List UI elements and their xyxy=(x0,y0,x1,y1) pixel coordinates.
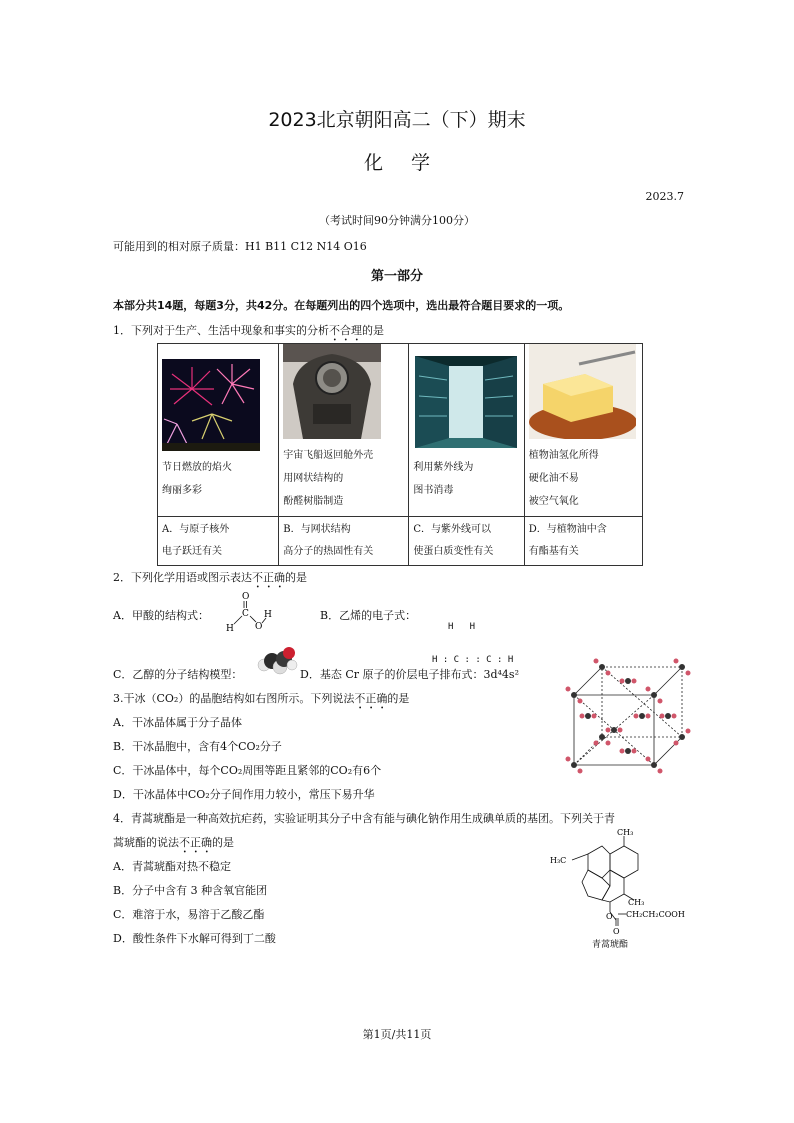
svg-text:CH₃: CH₃ xyxy=(628,898,645,907)
option-c-answer: C．与紫外线可以 使蛋白质变性有关 xyxy=(409,517,524,566)
question-4-stem-line-1: 4．青蒿琥酯是一种高效抗疟药，实验证明其分子中含有能与碘化钠作用生成碘单质的基团。下列关于青 xyxy=(113,812,615,825)
svg-text:CH₂CH₂COOH: CH₂CH₂COOH xyxy=(626,910,685,919)
svg-text:青蒿琥酯: 青蒿琥酯 xyxy=(592,940,629,950)
question-3-option-a: A．干冰晶体属于分子晶体 xyxy=(113,716,242,729)
exam-date: 2023.7 xyxy=(645,190,684,203)
svg-text:O: O xyxy=(255,622,263,632)
question-3-option-c: C．干冰晶体中，每个CO₂周围等距且紧邻的CO₂有6个 xyxy=(113,764,382,777)
butter-image xyxy=(529,344,636,439)
option-c-cell: 利用紫外线为 图书消毒 xyxy=(409,344,523,516)
question-4-option-b: B．分子中含有 3 种含氧官能团 xyxy=(113,884,268,897)
page-number: 第1页/共11页 xyxy=(362,1028,432,1041)
svg-text:O: O xyxy=(606,912,613,921)
svg-text:O: O xyxy=(242,592,250,602)
ethanol-model xyxy=(256,645,298,675)
option-d-answer: D．与植物油中含 有酯基有关 xyxy=(524,517,642,566)
svg-text:CH₃: CH₃ xyxy=(617,828,634,837)
capsule-image xyxy=(283,344,381,439)
question-3-stem: 3.干冰（CO₂）的晶胞结构如右图所示。下列说法不正确的是 xyxy=(113,692,410,705)
svg-text:C: C xyxy=(242,609,249,619)
question-3-option-b: B．干冰晶胞中，含有4个CO₂分子 xyxy=(113,740,282,753)
ethylene-electron-formula: H H H : C : : C : H xyxy=(432,622,514,665)
question-4-option-c: C．难溶于水，易溶于乙酸乙酯 xyxy=(113,908,265,921)
part-description: 本部分共14题，每题3分，共42分。在每题列出的四个选项中，选出最符合题目要求的一项。 xyxy=(113,299,570,312)
question-2-option-c: C．乙醇的分子结构模型： xyxy=(113,668,243,681)
question-4-option-a: A．青蒿琥酯对热不稳定 xyxy=(113,860,231,873)
dry-ice-unit-cell xyxy=(562,655,692,775)
question-2-option-a: A．甲酸的结构式： xyxy=(113,609,209,622)
library-image xyxy=(415,356,517,448)
subject-title: 化学 xyxy=(363,152,458,174)
document-title: 2023北京朝阳高二（下）期末 xyxy=(268,109,526,131)
question-3-option-d: D．干冰晶体中CO₂分子间作用力较小，常压下易升华 xyxy=(113,788,375,801)
svg-text:O: O xyxy=(613,927,620,936)
option-b-cell: 宇宙飞船返回舱外壳 用网状结构的 酚醛树脂制造 xyxy=(279,344,408,516)
svg-text:H: H xyxy=(264,610,272,620)
option-a-answer: A．与原子核外 电子跃迁有关 xyxy=(158,517,279,566)
artesunate-structure xyxy=(548,826,688,950)
option-b-answer: B．与网状结构 高分子的热固性有关 xyxy=(279,517,409,566)
svg-text:H₃C: H₃C xyxy=(550,856,567,865)
question-2-option-d: D．基态 Cr 原子的价层电子排布式：3d⁴4s² xyxy=(300,668,519,681)
question-2-option-b: B．乙烯的电子式： xyxy=(320,609,417,622)
atomic-masses: 可能用到的相对原子质量：H1 B11 C12 N14 O16 xyxy=(113,240,367,253)
formic-acid-structure xyxy=(222,590,272,634)
question-4-option-d: D．酸性条件下水解可得到丁二酸 xyxy=(113,932,276,945)
exam-info: （考试时间90分钟满分100分） xyxy=(319,214,475,227)
question-1-stem: 1．下列对于生产、生活中现象和事实的分析不合理的是 xyxy=(113,324,384,337)
svg-text:H: H xyxy=(226,624,234,634)
question-2-stem: 2．下列化学用语或图示表达不正确的是 xyxy=(113,571,307,584)
question-4-stem-line-2: 蒿琥酯的说法不正确的是 xyxy=(113,836,234,849)
part-title: 第一部分 xyxy=(370,269,423,284)
option-a-cell: 节日燃放的焰火 绚丽多彩 xyxy=(158,344,278,516)
fireworks-image xyxy=(162,359,260,451)
option-d-cell: 植物油氢化所得 硬化油不易 被空气氧化 xyxy=(525,344,642,516)
question-1-table xyxy=(157,343,643,566)
